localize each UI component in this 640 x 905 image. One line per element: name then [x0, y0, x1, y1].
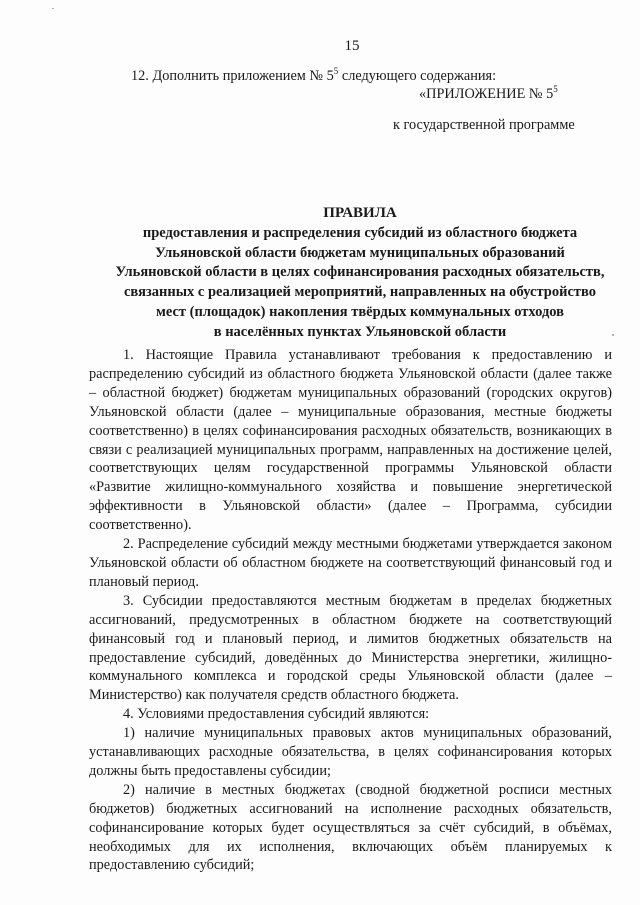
annex-superscript: 5: [553, 84, 558, 94]
rules-title-line: предоставления и распределения субсидий из областного бюджета: [142, 224, 578, 241]
amendment-superscript: 5: [333, 66, 339, 76]
annex-label: [419, 80, 558, 104]
paragraph-4-1: 1) наличие муниципальных правовых актов муниципальных образований, устанавливающих расходные обязательства, в целях софинансирования которых должны быть предоставлены субсидии;: [89, 725, 612, 779]
rules-title: [80, 204, 640, 343]
annex-subtitle: к государственной программе: [393, 117, 575, 133]
paragraph-4: 4. Условиями предоставления субсидий являются:: [123, 706, 430, 723]
rules-title-line: связанных с реализацией мероприятий, направленных на обустройство: [124, 284, 596, 301]
paragraph-3: 3. Субсидии предоставляются местным бюджетам в пределах бюджетных ассигнований, предусмотренных в областном бюджете на соответствующий финансовый год и плановый период, и лимитов бюджетных обязательств на предоставление субсидий, доведённых до Министерства энергетики, жилищно-коммунального комплекса и городской среды Ульяновской области (далее – Министерство) как получателя средств областного бюджета.: [89, 592, 612, 704]
rules-title-line: мест (площадок) накопления твёрдых коммунальных отходов: [155, 303, 565, 320]
rules-body: [89, 346, 612, 875]
rules-title-line: Ульяновской области в целях софинансирования расходных обязательств,: [115, 264, 605, 281]
paragraph-1: 1. Настоящие Правила устанавливают требования к предоставлению и распределению субсидий из областного бюджета Ульяновской области (далее также – областной бюджет) бюджетам муниципальных образований (городских округов) Ульяновской области (далее – муниципальные образования, местные бюджеты соответственно) в целях софинансирования расходных обязательств, возникающих в связи с реализацией муниципальных программ, направленных на достижение целей, соответствующих целям государственной программы Ульяновской области «Развитие жилищно-коммунального хозяйства и повышение энергетической эффективности в Ульяновской области» (далее – Программа, субсидии соответственно).: [89, 347, 612, 534]
rules-title-line: в населённых пунктах Ульяновской области: [213, 323, 507, 340]
page-number: 15: [344, 38, 360, 54]
scan-speck: [52, 8, 54, 9]
rules-heading: ПРАВИЛА: [323, 205, 397, 221]
rules-title-line: Ульяновской области бюджетам муниципальных образований: [155, 244, 565, 261]
scan-speck: [612, 334, 614, 336]
paragraph-4-2: 2) наличие в местных бюджетах (сводной бюджетной росписи местных бюджетов) бюджетных ассигнований на исполнение расходных обязательств, софинансирование которых будет осуществляться за счёт субсидий, в объёмах, необходимых для их исполнения, включающих объём планируемых к предоставлению субсидий;: [89, 781, 612, 874]
amendment-tail: следующего содержания:: [338, 68, 497, 84]
annex-label-text: «ПРИЛОЖЕНИЕ № 5: [419, 86, 554, 102]
amendment-text: 12. Дополнить приложением № 5: [131, 68, 334, 84]
paragraph-2: 2. Распределение субсидий между местными бюджетами утверждается законом Ульяновской области об областном бюджете на соответствующий финансовый год и плановый период.: [89, 536, 612, 590]
